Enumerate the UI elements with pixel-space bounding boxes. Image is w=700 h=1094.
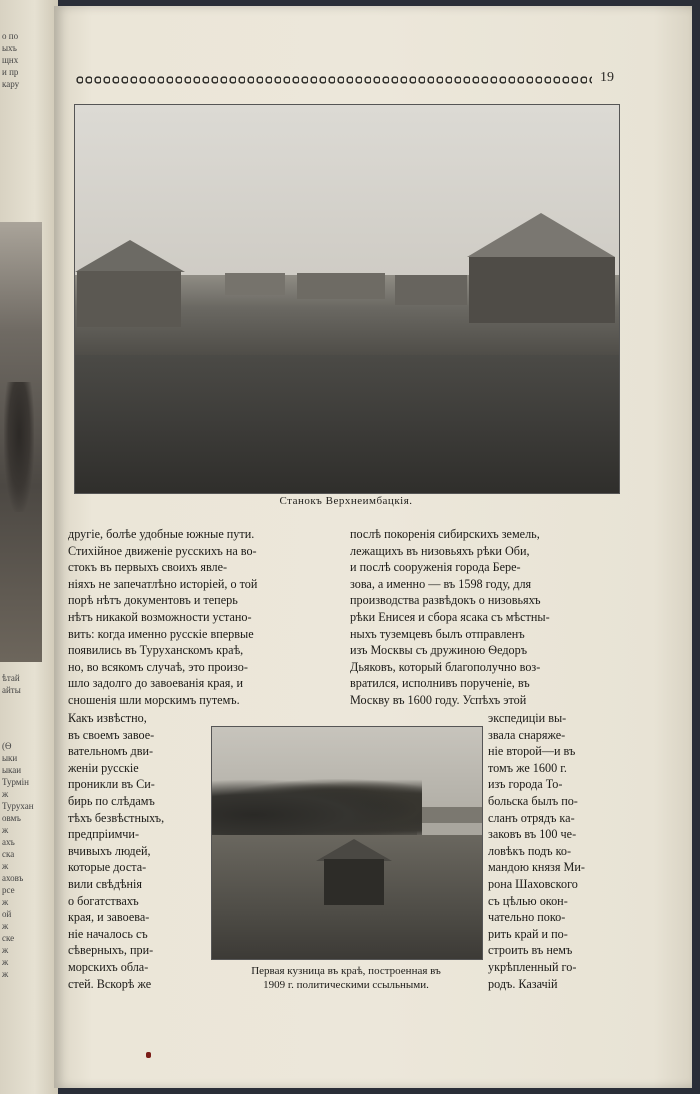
text-line: экспедиціи вы- <box>488 711 567 725</box>
left-page-fragment: овмъ <box>2 813 21 823</box>
house <box>77 271 181 327</box>
text-line: и послѣ сооруженія города Бере- <box>350 560 521 575</box>
text-line: вратился, исполнивъ порученіе, въ <box>350 676 530 691</box>
text-line: строить въ немъ <box>488 943 573 958</box>
text-line: проникли въ Си- <box>68 777 155 792</box>
text-line: края, и завоева- <box>68 910 150 925</box>
left-column-text <box>68 526 340 709</box>
left-page-fragment: Турмін <box>2 777 29 787</box>
text-line: звала снаряже- <box>488 727 566 742</box>
text-line: женіи русскіе <box>68 760 139 775</box>
left-page-fragment: ж <box>2 921 9 931</box>
text-line: ловѣкъ подъ ко- <box>488 843 572 858</box>
text-line: Стихійное движеніе русскихъ на во- <box>68 543 257 558</box>
text-line: укрѣпленный го- <box>488 959 577 974</box>
left-page-fragment: ж <box>2 945 9 955</box>
house <box>225 273 285 295</box>
text-line: родъ. Казачій <box>488 976 558 991</box>
left-page-fragment: ыхъ <box>2 43 17 53</box>
text-line: рить край и по- <box>488 926 568 941</box>
text-line: о богатствахъ <box>68 893 139 908</box>
text-line: чательно поко- <box>488 910 566 925</box>
left-page-fragment: (Ѳ <box>2 741 12 751</box>
photo-top-caption: Станокъ Верхнеимбацкія. <box>279 495 413 507</box>
text-line: производства развѣдокъ о низовьяхъ <box>350 593 541 608</box>
caption-line: 1909 г. политическими ссыльными. <box>263 979 429 991</box>
left-page-fragment: ж <box>2 957 9 967</box>
house-roof <box>75 240 185 272</box>
text-line: Москву въ 1600 году. Успѣхъ этой <box>350 692 527 707</box>
text-line: больска былъ по- <box>488 793 578 808</box>
left-page-fragment: ж <box>2 897 9 907</box>
text-line: изъ города То- <box>488 777 563 792</box>
left-page-fragment: щнх <box>2 55 19 65</box>
text-line: тѣхъ безвѣстныхъ, <box>68 810 165 825</box>
photo-bottom-caption <box>204 964 488 992</box>
right-column-text <box>350 526 622 709</box>
left-page-fragment: ахъ <box>2 837 15 847</box>
left-page-fragment: ыкаи <box>2 765 22 775</box>
left-page-photo <box>0 222 42 662</box>
text-line: рѣки Енисея и сбора ясака съ мѣстны- <box>350 609 550 624</box>
page-number: 19 <box>600 70 614 85</box>
left-page-fragment: рсе <box>2 885 15 895</box>
house <box>297 273 385 299</box>
house-roof <box>467 213 615 257</box>
narrow-left-column-text <box>68 710 206 992</box>
book-page <box>54 6 692 1088</box>
text-line: бирь по слѣдамъ <box>68 793 155 808</box>
text-line: лежащихъ въ низовьяхъ рѣки Оби, <box>350 543 530 558</box>
text-line: другіе, болѣе удобные южные пути. <box>68 527 255 541</box>
text-line: съ цѣлью окон- <box>488 893 568 908</box>
header-ornament <box>74 74 592 86</box>
photo-trees <box>212 779 422 839</box>
text-line: ніяхъ не запечатлѣно исторіей, о той <box>68 576 258 591</box>
left-page-fragment: ж <box>2 825 9 835</box>
photo-smithy <box>211 726 483 960</box>
house <box>469 257 615 323</box>
left-page-fragment: ске <box>2 933 15 943</box>
left-page-fragment: ыки <box>2 753 18 763</box>
text-line: зова, а именно — въ 1598 году, для <box>350 576 532 591</box>
text-line: сланъ отрядъ ка- <box>488 810 575 825</box>
ink-spot <box>146 1052 151 1058</box>
text-line: ніе второй—и въ <box>488 744 576 759</box>
text-line: ныхъ туземцевъ былъ отправленъ <box>350 626 525 641</box>
photo-ground <box>75 355 619 494</box>
text-line: въ своемъ завое- <box>68 727 155 742</box>
left-page-fragment: о по <box>2 31 19 41</box>
left-page-fragment: аховъ <box>2 873 24 883</box>
photo-village <box>74 104 620 494</box>
text-line: вательномъ дви- <box>68 744 154 759</box>
text-line: мандою князя Ми- <box>488 860 585 875</box>
text-line: стокъ въ первыхъ своихъ явле- <box>68 560 228 575</box>
text-line: вить: когда именно русскіе впервые <box>68 626 254 641</box>
left-page-fragment: и пр <box>2 67 19 77</box>
text-line: нѣтъ никакой возможности устано- <box>68 609 252 624</box>
text-line: рона Шаховского <box>488 876 578 891</box>
text-line: сношенія шли морскимъ путемъ. <box>68 692 240 707</box>
text-line: морскихъ обла- <box>68 959 149 974</box>
left-page-fragment: кару <box>2 79 20 89</box>
text-line: Дьяковъ, который благополучно воз- <box>350 659 541 674</box>
text-line: стей. Вскорѣ же <box>68 976 152 991</box>
left-page-fragment: ой <box>2 909 12 919</box>
text-line: томъ же 1600 г. <box>488 760 567 775</box>
text-line: которые доста- <box>68 860 147 875</box>
text-line: порѣ нѣтъ документовъ и теперь <box>68 593 238 608</box>
caption-line: Первая кузница въ краѣ, построенная въ <box>251 965 441 977</box>
house <box>395 275 467 305</box>
text-line: ніе началось съ <box>68 926 148 941</box>
text-line: Какъ извѣстно, <box>68 711 147 725</box>
text-line: изъ Москвы съ дружиною Ѳедоръ <box>350 643 528 658</box>
hut-roof <box>316 839 392 861</box>
text-line: появились въ Туруханскомъ краѣ, <box>68 643 244 658</box>
left-page-fragment: ж <box>2 789 9 799</box>
smithy-hut <box>324 859 384 905</box>
text-line: вчивыхъ людей, <box>68 843 151 858</box>
narrow-right-column-text <box>488 710 624 992</box>
left-page-fragment: ска <box>2 849 15 859</box>
left-page-fragment: ж <box>2 861 9 871</box>
text-line: заковъ въ 100 че- <box>488 827 577 842</box>
text-line: шло задолго до завоеванія края, и <box>68 676 243 691</box>
text-line: послѣ покоренія сибирскихъ земель, <box>350 527 540 541</box>
text-line: сѣверныхъ, при- <box>68 943 154 958</box>
left-page-fragment: ѣтай <box>2 673 20 683</box>
left-page-fragment: ж <box>2 969 9 979</box>
left-page-fragment: Турухан <box>2 801 34 811</box>
left-page-fragment: айты <box>2 685 21 695</box>
text-line: но, во всякомъ случаѣ, это произо- <box>68 659 248 674</box>
text-line: вили свѣдѣнія <box>68 876 143 891</box>
text-line: предпріимчи- <box>68 827 140 842</box>
left-page-edge <box>0 0 58 1094</box>
